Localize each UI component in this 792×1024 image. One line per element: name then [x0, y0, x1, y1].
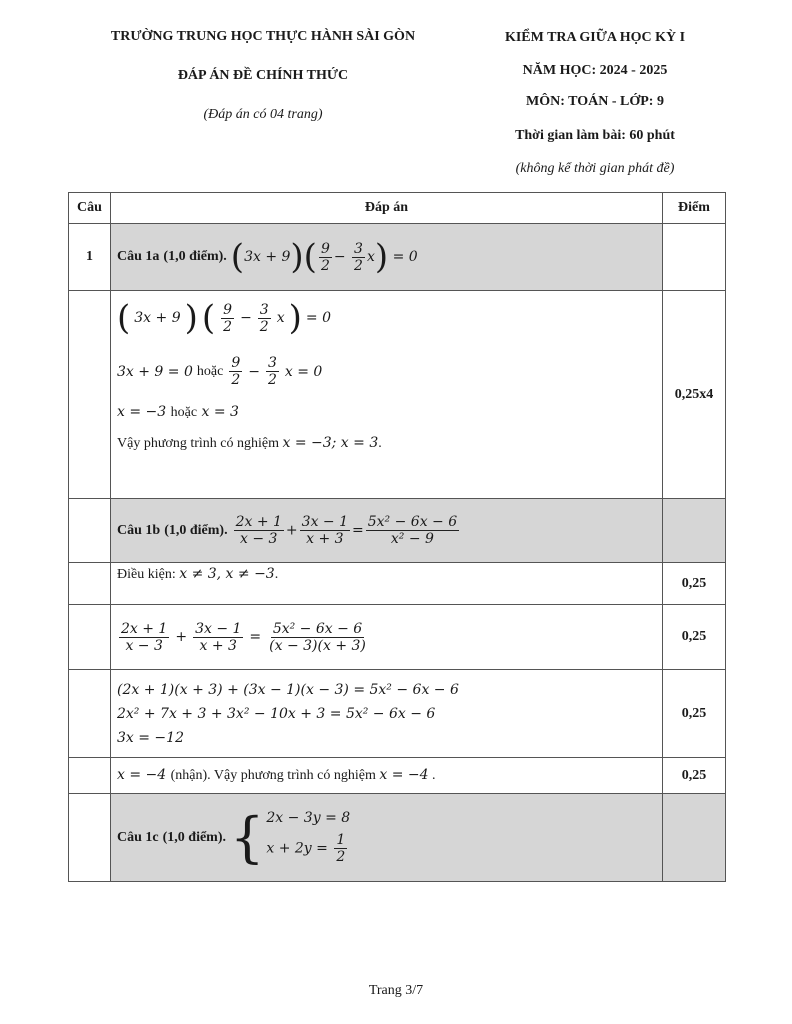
q1c-label: Câu 1c	[117, 829, 159, 845]
q1a-statement	[111, 224, 663, 291]
empty-cell	[69, 670, 111, 758]
q1b-statement-score	[663, 499, 726, 563]
q1c-system: { 2x − 3y = 8 x + 2y = $\frac{1}{2}$	[230, 805, 351, 869]
question-number: 1	[69, 224, 111, 291]
q1a-solution	[111, 291, 663, 499]
or-text: hoặc	[196, 363, 224, 379]
q1b-equation: $\frac{2x + 1}{x - 3}$ + $\frac{3x - 1}{x + 3}$ = $\frac{\text{5x² − 6x − 6}}{\text{x² − 9}}$	[235, 514, 458, 547]
q1a-label: Câu 1a	[117, 249, 160, 264]
q1b-score-2: 0,25	[663, 605, 726, 670]
empty-cell	[69, 499, 111, 563]
q1a-equation: (3x + 9)( $\frac{9}{2}$ − $\frac{3}{2}$ x) = 0	[230, 237, 418, 277]
col-header-cau: Câu	[69, 193, 111, 224]
table-row	[69, 794, 726, 882]
conclusion-text: Vậy phương trình có nghiệm	[117, 436, 279, 451]
empty-cell	[69, 794, 111, 882]
or-text: hoặc	[170, 405, 198, 420]
q1c-statement-score	[663, 794, 726, 882]
q1a-step-2: 3x + 9 = 0 hoặc $\frac{9}{2}$ − $\frac{3}{2}$ x = 0	[117, 355, 323, 388]
q1a-statement-score	[663, 224, 726, 291]
answer-title: ĐÁP ÁN ĐỀ CHÍNH THỨC	[177, 68, 349, 83]
q1b-result: x = −4 (nhận). Vậy phương trình có nghiệm x = −4 .	[111, 758, 663, 794]
table-row	[69, 758, 726, 794]
table-row	[69, 291, 726, 499]
empty-cell	[69, 605, 111, 670]
empty-cell	[69, 291, 111, 499]
col-header-dap-an: Đáp án	[111, 193, 663, 224]
q1a-step-3: x = −3 hoặc x = 3	[117, 404, 239, 420]
q1b-label: Câu 1b	[117, 522, 161, 538]
q1b-step-1: $\frac{2x + 1}{x - 3}$ + $\frac{3x - 1}{x + 3}$ = $\frac{\text{5x² − 6x − 6}}{(x - 3)(x + 3)}$	[111, 605, 663, 670]
condition-label: Điều kiện:	[117, 567, 176, 582]
page-number: Trang 3/7	[368, 983, 424, 998]
empty-cell	[69, 563, 111, 605]
col-header-diem: Điểm	[663, 193, 726, 224]
q1a-conclusion: Vậy phương trình có nghiệm x = −3; x = 3.	[117, 435, 382, 451]
table-header-row	[69, 193, 726, 224]
table-row	[69, 670, 726, 758]
pages-note: (Đáp án có 04 trang)	[203, 107, 323, 122]
q1b-step-2: (2x + 1)(x + 3) + (3x − 1)(x − 3) = 5x² − 6x − 6 2x² + 7x + 3 + 3x² − 10x + 3 = 5x² − 6x − 6 3x = −12	[111, 670, 663, 758]
empty-cell	[69, 758, 111, 794]
duration: Thời gian làm bài: 60 phút	[515, 128, 675, 143]
q1b-condition: Điều kiện: x ≠ 3, x ≠ −3.	[111, 563, 663, 605]
q1b-score-3: 0,25	[663, 670, 726, 758]
subject: MÔN: TOÁN - LỚP: 9	[526, 94, 664, 109]
q1b-statement	[111, 499, 663, 563]
table-row	[69, 563, 726, 605]
q1b-score-4: 0,25	[663, 758, 726, 794]
answer-table	[68, 192, 726, 882]
school-name: TRƯỜNG TRUNG HỌC THỰC HÀNH SÀI GÒN	[110, 29, 416, 44]
q1c-points: (1,0 điểm).	[162, 829, 227, 845]
q1b-points: (1,0 điểm).	[164, 522, 228, 538]
school-year: NĂM HỌC: 2024 - 2025	[522, 63, 668, 78]
accept-text: (nhận). Vậy phương trình có nghiệm	[170, 768, 376, 783]
q1b-score-1: 0,25	[663, 563, 726, 605]
q1a-score: 0,25x4	[663, 291, 726, 499]
duration-note: (không kể thời gian phát đề)	[515, 161, 675, 176]
exam-title: KIỂM TRA GIỮA HỌC KỲ I	[504, 30, 686, 45]
table-row	[69, 605, 726, 670]
table-row	[69, 499, 726, 563]
q1a-step-1: ( 3x + 9 ) ( $\frac{9}{2}$ − $\frac{3}{2}$ x ) = 0	[117, 298, 331, 338]
table-row	[69, 224, 726, 291]
q1c-statement	[111, 794, 663, 882]
q1a-points: (1,0 điểm).	[163, 249, 227, 264]
